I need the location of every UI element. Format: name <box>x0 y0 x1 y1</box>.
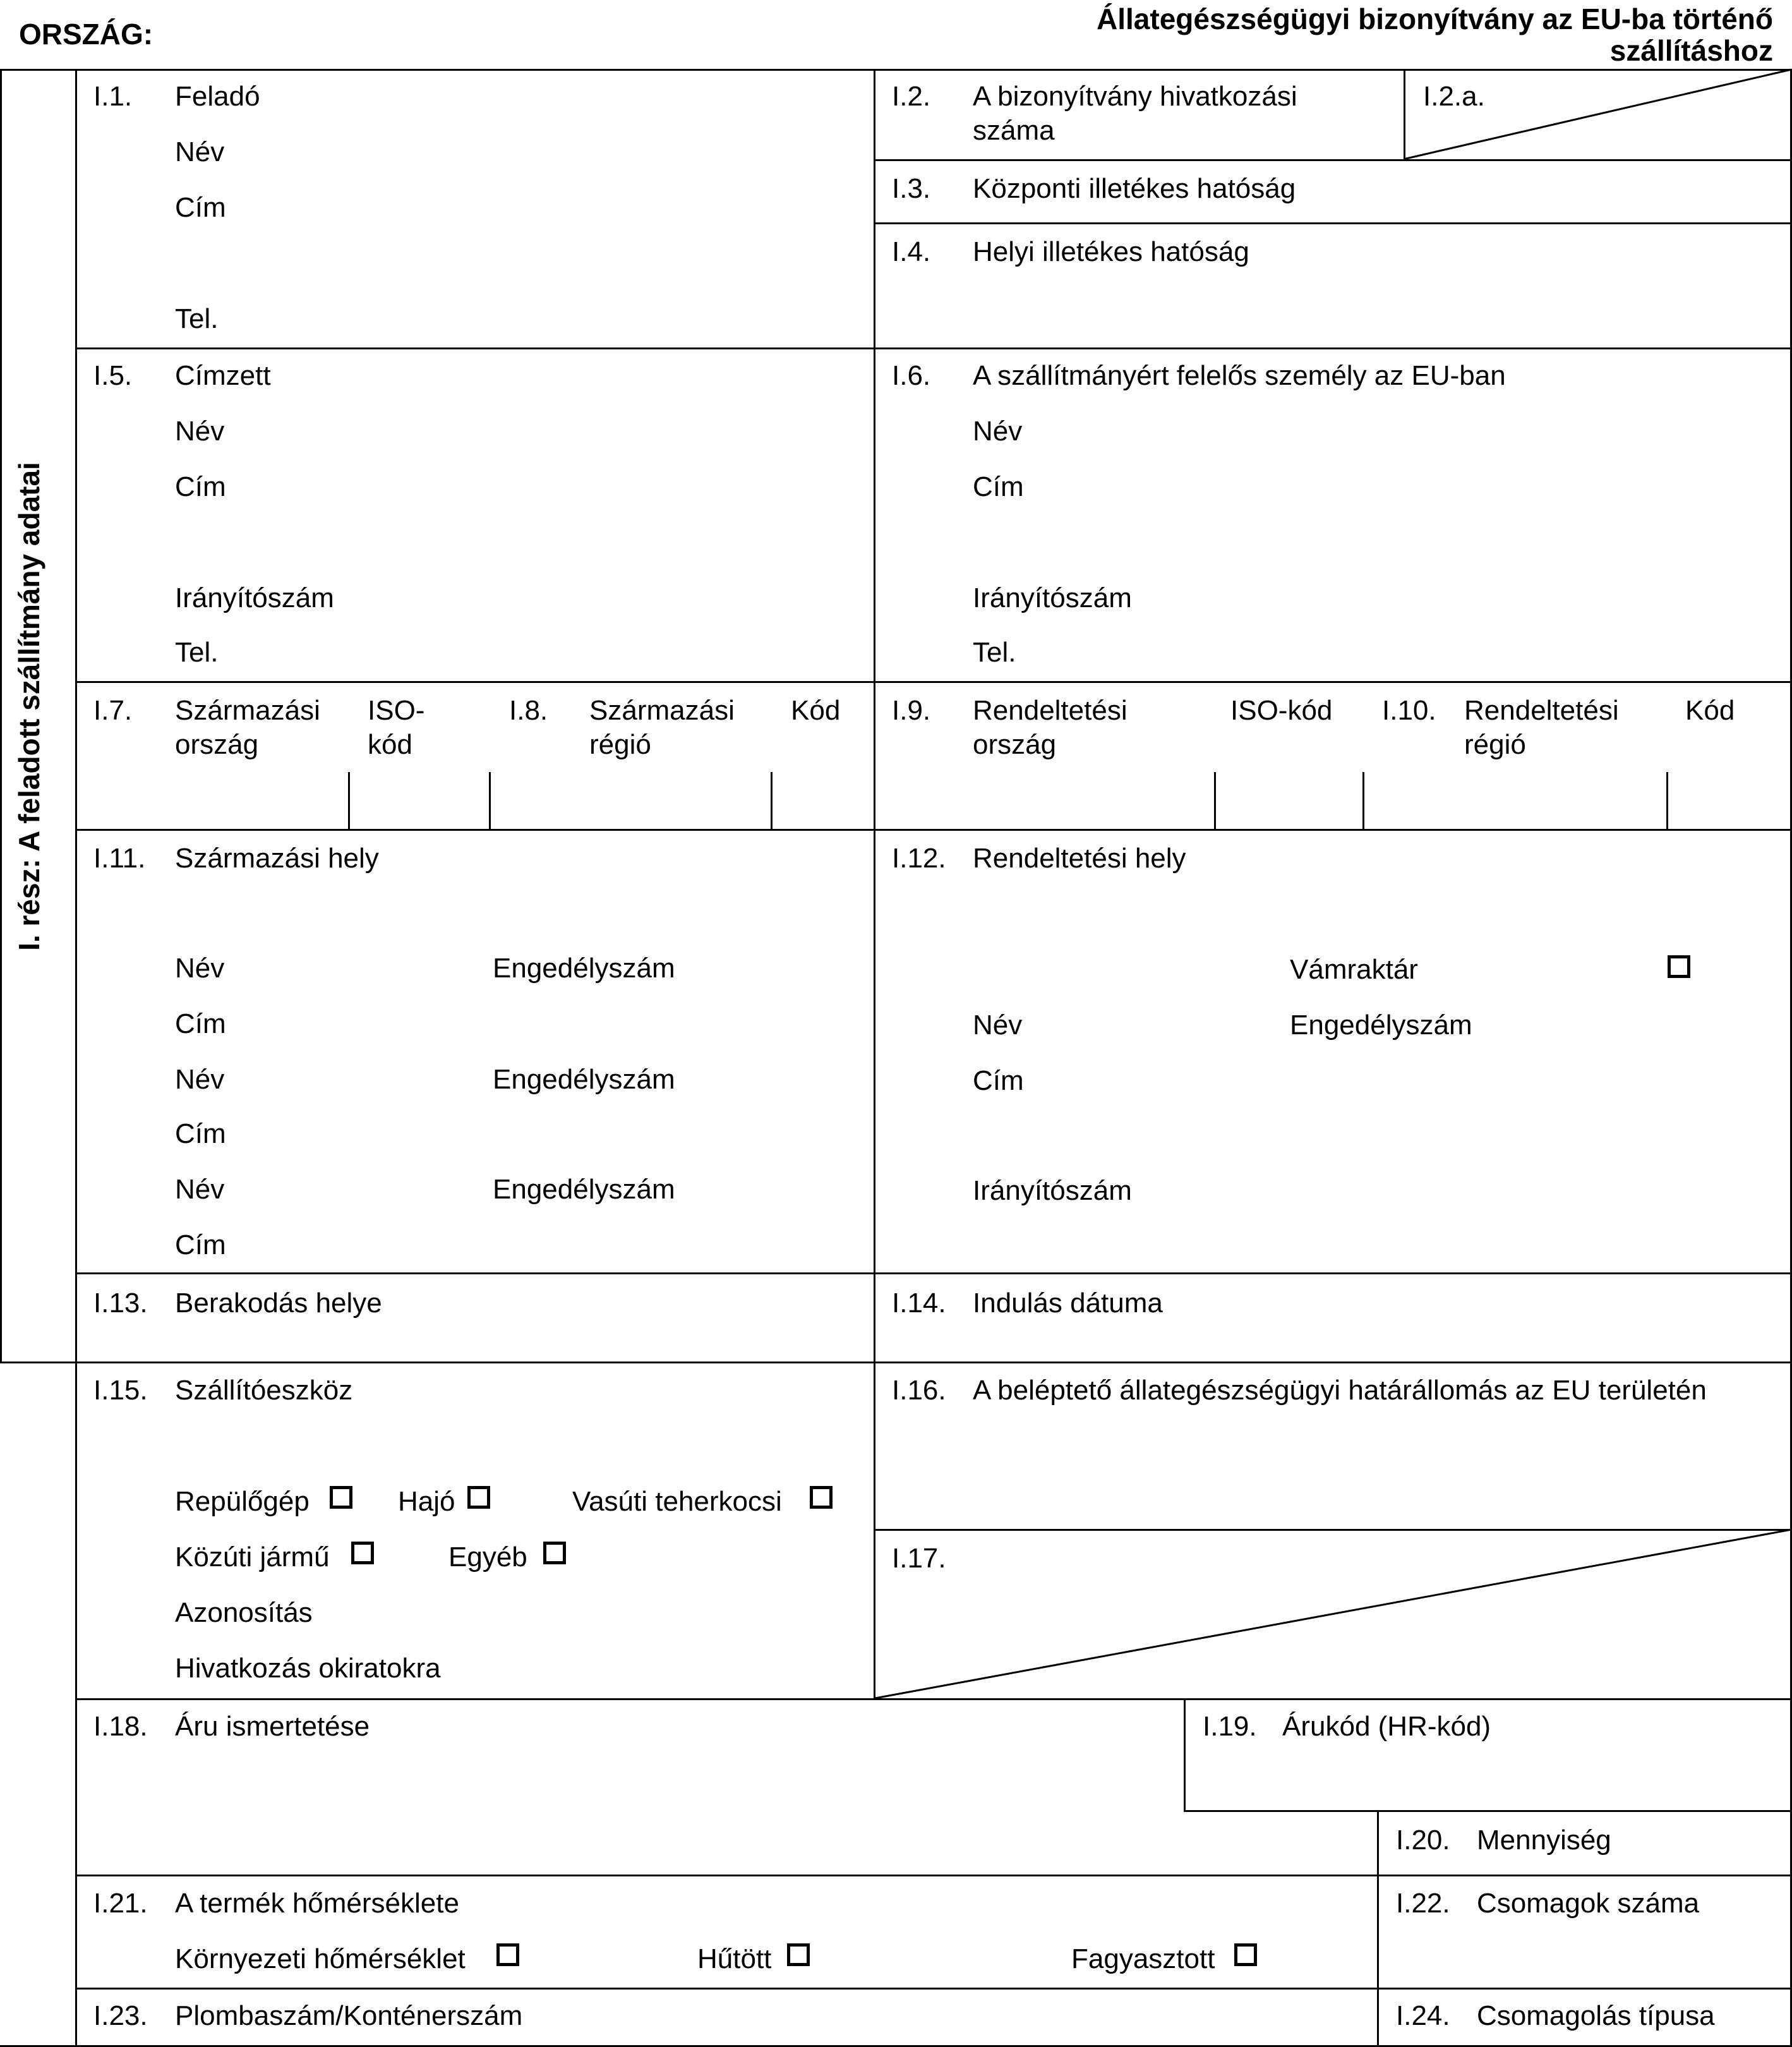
i15-railway-label: Vasúti teherkocsi <box>572 1486 782 1517</box>
section-label: I. rész: A feladott szállítmány adatai <box>13 462 45 951</box>
i10-title-line2: régió <box>1464 729 1526 760</box>
i4-title: Helyi illetékes hatóság <box>973 236 1249 267</box>
i12-name-label: Név <box>973 1010 1023 1041</box>
i6-tel-label: Tel. <box>973 637 1016 668</box>
i11-title: Származási hely <box>175 843 379 874</box>
i11-row2-name-label: Név <box>175 1064 225 1095</box>
i2-title-line2: száma <box>973 115 1055 146</box>
i10-number: I.10. <box>1382 695 1436 726</box>
i15-road-label: Közúti jármű <box>175 1542 330 1573</box>
i7-title-line2: ország <box>175 729 259 760</box>
i10-title-line1: Rendeltetési <box>1464 695 1619 726</box>
i15-ship-label: Hajó <box>398 1486 455 1517</box>
i5-address-label: Cím <box>175 471 226 502</box>
i3-number: I.3. <box>892 173 931 204</box>
i21-ambient-checkbox[interactable] <box>496 1943 519 1966</box>
i12-customs-warehouse-checkbox[interactable] <box>1668 955 1690 978</box>
i8-code-label: Kód <box>791 695 841 726</box>
i9-title-line2: ország <box>973 729 1057 760</box>
i2a-number: I.2.a. <box>1423 81 1485 112</box>
i15-title: Szállítóeszköz <box>175 1375 353 1406</box>
i12-customs-warehouse-label: Vámraktár <box>1290 954 1418 985</box>
i5-tel-label: Tel. <box>175 637 219 668</box>
i12-postcode-label: Irányítószám <box>973 1175 1132 1206</box>
i14-title: Indulás dátuma <box>973 1288 1163 1319</box>
i2-number: I.2. <box>892 81 931 112</box>
i6-number: I.6. <box>892 360 931 391</box>
i7-title-line1: Származási <box>175 695 320 726</box>
i1-address-label: Cím <box>175 192 226 223</box>
i21-number: I.21. <box>93 1888 148 1919</box>
i9-title-line1: Rendeltetési <box>973 695 1128 726</box>
i11-row2-approval-label: Engedélyszám <box>493 1064 675 1095</box>
i11-row3-approval-label: Engedélyszám <box>493 1174 675 1205</box>
certificate-title-line2: szállításhoz <box>1609 34 1773 67</box>
i11-row3-name-label: Név <box>175 1174 225 1205</box>
i19-title: Árukód (HR-kód) <box>1282 1711 1491 1742</box>
i2-title-line1: A bizonyítvány hivatkozási <box>973 81 1297 112</box>
i8-number: I.8. <box>509 695 548 726</box>
i11-number: I.11. <box>93 843 146 874</box>
i23-title: Plombaszám/Konténerszám <box>175 2000 523 2031</box>
i12-title: Rendeltetési hely <box>973 843 1186 874</box>
i4-number: I.4. <box>892 236 931 267</box>
i15-identification-label: Azonosítás <box>175 1597 313 1628</box>
i12-address-label: Cím <box>973 1065 1024 1096</box>
i15-airplane-checkbox[interactable] <box>330 1486 352 1509</box>
i15-road-checkbox[interactable] <box>351 1542 374 1564</box>
i13-title: Berakodás helye <box>175 1288 382 1319</box>
i6-postcode-label: Irányítószám <box>973 583 1132 613</box>
i7-iso-line2: kód <box>368 729 412 760</box>
i16-title: A beléptető állategészségügyi határállomás az EU területén <box>973 1375 1707 1406</box>
i23-number: I.23. <box>93 2000 148 2031</box>
i9-number: I.9. <box>892 695 931 726</box>
i16-number: I.16. <box>892 1375 946 1406</box>
country-label: ORSZÁG: <box>19 18 153 51</box>
i5-title: Címzett <box>175 360 271 391</box>
i8-title-line2: régió <box>589 729 651 760</box>
i20-title: Mennyiség <box>1477 1825 1611 1856</box>
i11-row1-address-label: Cím <box>175 1008 226 1039</box>
i21-chilled-label: Hűtött <box>697 1943 772 1974</box>
i15-other-label: Egyéb <box>448 1542 527 1573</box>
i3-title: Központi illetékes hatóság <box>973 173 1296 204</box>
i1-number: I.1. <box>93 81 133 112</box>
i15-ship-checkbox[interactable] <box>467 1486 490 1509</box>
i21-title: A termék hőmérséklete <box>175 1888 459 1919</box>
i11-row2-address-label: Cím <box>175 1118 226 1149</box>
i13-number: I.13. <box>93 1288 148 1319</box>
i10-code-label: Kód <box>1685 695 1735 726</box>
i15-airplane-label: Repülőgép <box>175 1486 310 1517</box>
i18-title: Áru ismertetése <box>175 1711 370 1742</box>
i17-number: I.17. <box>892 1543 946 1574</box>
i5-name-label: Név <box>175 416 225 447</box>
i1-tel-label: Tel. <box>175 303 219 334</box>
i5-postcode-label: Irányítószám <box>175 583 334 613</box>
i15-other-checkbox[interactable] <box>543 1542 566 1564</box>
i21-frozen-checkbox[interactable] <box>1234 1943 1257 1966</box>
i1-name-label: Név <box>175 136 225 167</box>
i6-address-label: Cím <box>973 471 1024 502</box>
i6-title: A szállítmányért felelős személy az EU-ban <box>973 360 1506 391</box>
i11-row3-address-label: Cím <box>175 1229 226 1260</box>
i9-iso-label: ISO-kód <box>1230 695 1333 726</box>
i20-number: I.20. <box>1396 1825 1450 1856</box>
i22-title: Csomagok száma <box>1477 1888 1700 1919</box>
i21-chilled-checkbox[interactable] <box>787 1943 810 1966</box>
i7-number: I.7. <box>93 695 133 726</box>
i11-row1-name-label: Név <box>175 953 225 984</box>
i22-number: I.22. <box>1396 1888 1450 1919</box>
i12-number: I.12. <box>892 843 946 874</box>
i19-number: I.19. <box>1203 1711 1257 1742</box>
i15-number: I.15. <box>93 1375 148 1406</box>
i15-documents-label: Hivatkozás okiratokra <box>175 1653 441 1684</box>
i12-approval-label: Engedélyszám <box>1290 1010 1472 1041</box>
i24-title: Csomagolás típusa <box>1477 2000 1715 2031</box>
i24-number: I.24. <box>1396 2000 1450 2031</box>
i18-number: I.18. <box>93 1711 148 1742</box>
i11-row1-approval-label: Engedélyszám <box>493 953 675 984</box>
i1-title: Feladó <box>175 81 260 112</box>
i7-iso-line1: ISO- <box>368 695 425 726</box>
certificate-title-line1: Állategészségügyi bizonyítvány az EU-ba történő <box>1097 3 1773 35</box>
i15-railway-checkbox[interactable] <box>810 1486 833 1509</box>
i14-number: I.14. <box>892 1288 946 1319</box>
i8-title-line1: Származási <box>589 695 735 726</box>
i6-name-label: Név <box>973 416 1023 447</box>
i21-ambient-label: Környezeti hőmérséklet <box>175 1943 466 1974</box>
i5-number: I.5. <box>93 360 133 391</box>
i21-frozen-label: Fagyasztott <box>1071 1943 1215 1974</box>
